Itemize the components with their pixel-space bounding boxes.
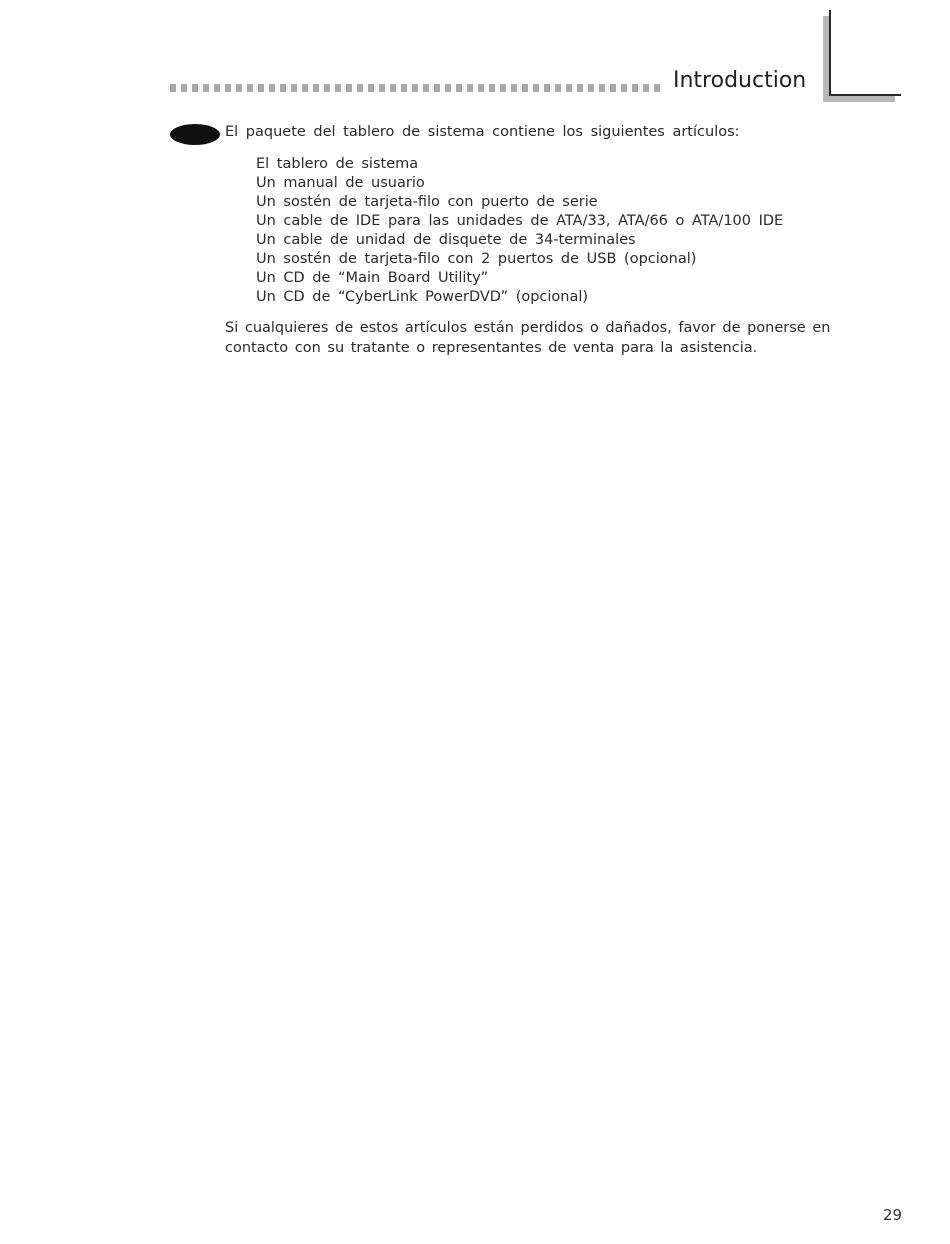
closing-paragraph — [225, 319, 831, 358]
corner-bracket-shadow-horizontal — [823, 96, 895, 102]
list-item: Un CD de “Main Board Utility” — [256, 270, 489, 286]
page-title: Introduction — [673, 68, 807, 93]
package-contents-list — [256, 155, 783, 307]
corner-bracket-horizontal — [829, 94, 901, 96]
list-item: Un sostén de tarjeta-filo con puerto de serie — [256, 194, 598, 210]
closing-line-1: Si cualquieres de estos artículos están perdidos o dañados, favor de ponerse en — [225, 320, 831, 336]
list-item: Un cable de unidad de disquete de 34-terminales — [256, 232, 636, 248]
list-item: Un cable de IDE para las unidades de ATA/33, ATA/66 o ATA/100 IDE — [256, 213, 784, 229]
list-item: Un CD de “CyberLink PowerDVD” (opcional) — [256, 289, 589, 305]
closing-line-2: contacto con su tratante o representantes de venta para la asistencia. — [225, 339, 758, 356]
list-item: Un sostén de tarjeta-filo con 2 puertos de USB (opcional) — [256, 251, 697, 267]
bullet-oval-icon — [170, 124, 220, 145]
list-item: El tablero de sistema — [256, 156, 419, 172]
header-dotted-rule — [170, 84, 665, 92]
corner-bracket-vertical — [829, 10, 831, 96]
intro-text: El paquete del tablero de sistema contiene los siguientes artículos: — [225, 124, 740, 140]
list-item: Un manual de usuario — [256, 175, 425, 191]
page-number: 29 — [883, 1206, 903, 1224]
